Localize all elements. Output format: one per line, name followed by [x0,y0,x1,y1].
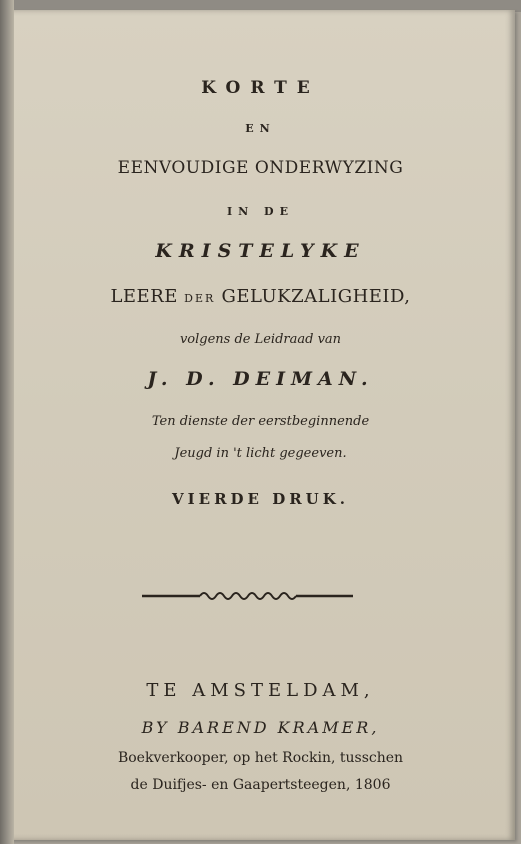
title-eenvoudige-onderwyzing: EENVOUDIGE ONDERWYZING [117,158,404,178]
title-word-en: EN [245,122,276,135]
title-leere-der-gelukzaligheid [0,286,521,307]
title-in-de: IN DE [227,205,294,218]
title-word-korte: KORTE [201,78,320,98]
ornament-rule-icon [140,588,355,604]
imprint-publisher: BY BAREND KRAMER, [141,718,380,737]
subtitle-volgens: volgens de Leidraad van [179,332,342,347]
imprint-address-year: de Duifjes- en Gaapertsteegen, 1806 [130,777,391,793]
imprint-address: Boekverkooper, op het Rockin, tusschen [117,750,404,766]
title-gelukzaligheid: GELUKZALIGHEID, [221,286,411,307]
title-kristelyke: KRISTELYKE [155,240,366,262]
subtitle-ten-dienste: Ten dienste der eerstbeginnende [151,414,370,429]
author-name: J. D. DEIMAN. [147,368,374,390]
subtitle-jeugd: Jeugd in 't licht gegeeven. [174,446,347,461]
title-leere: LEERE [110,286,178,307]
edition-statement: VIERDE DRUK. [171,490,350,508]
title-der: DER [184,292,216,305]
imprint-place: TE AMSTELDAM, [146,680,375,701]
